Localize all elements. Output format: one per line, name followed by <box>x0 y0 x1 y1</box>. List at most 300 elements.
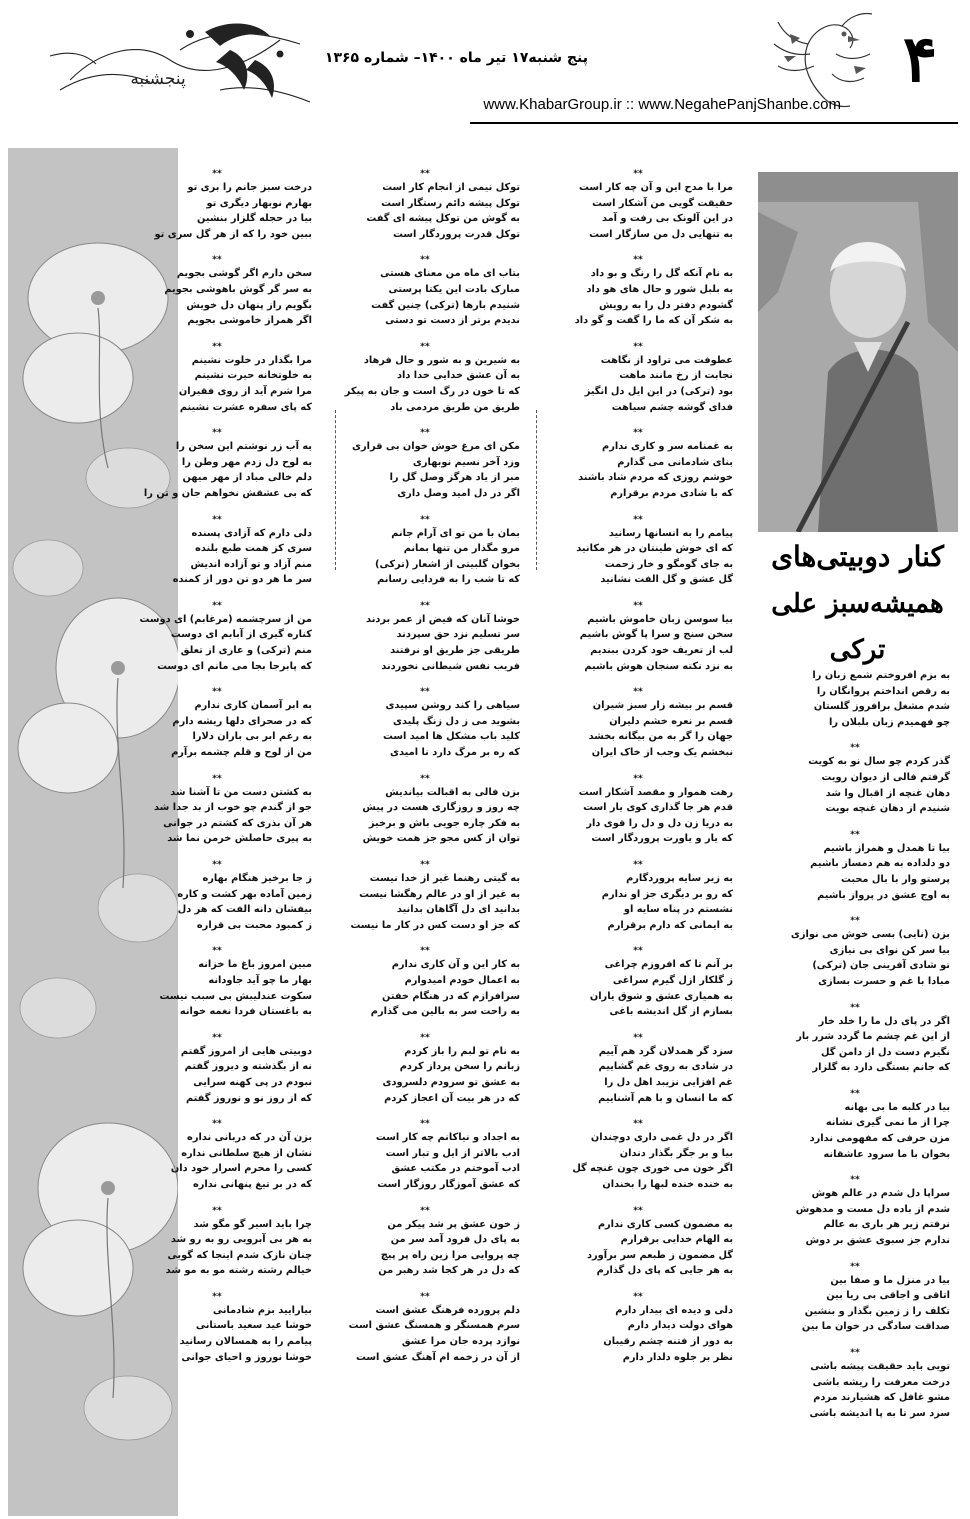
poem-line: به پیری حاصلش خرمن نما شد <box>167 833 312 845</box>
poem-line: که ره بر مرگ دارد نا امیدی <box>390 747 520 759</box>
poem-line: عطوفت می تراود از نگاهت <box>600 354 733 366</box>
poem-line: مبادا با غم و حسرت بسازی <box>818 975 950 987</box>
poem-stanza <box>330 686 520 760</box>
poem-line: پیامم را به انسانها رسانید <box>608 527 733 539</box>
poem-line: به راحت سر به بالین می گذارم <box>370 1006 520 1018</box>
poem-line: اگر همراز خاموشی بجویم <box>187 315 312 327</box>
poem-line: بتاب ای ماه من معنای هستی <box>380 268 520 280</box>
poem-line: جو از گندم چو خوب از بد جدا شد <box>154 802 312 814</box>
poem-column-3 <box>122 168 312 1377</box>
stanza-separator: ** <box>850 743 860 754</box>
poem-line: سیاهی را کند روشن سپیدی <box>385 700 520 712</box>
poem-stanza <box>760 829 950 903</box>
stanza-separator: ** <box>850 916 860 927</box>
stanza-separator: ** <box>850 1002 860 1013</box>
poem-line: سخن سنج و سرا پا گوش باشیم <box>579 629 733 641</box>
poem-line: نشستم در پناه سایه او <box>623 904 733 916</box>
poem-line: بخوان با ما سرود عاشقانه <box>823 1148 950 1160</box>
poem-line: چه پروایی مرا زین راه پر پیچ <box>380 1249 520 1261</box>
poem-line: درخت سبز جانم را بری تو <box>187 182 312 193</box>
poem-line: بهارم نوبهار دیگری تو <box>206 197 312 209</box>
poem-stanza <box>543 859 733 933</box>
article-title <box>760 533 955 665</box>
poem-stanza <box>760 1174 950 1248</box>
poem-stanza <box>330 427 520 501</box>
poem-line: که پای سفره عشرت نشینم <box>179 401 312 413</box>
stanza-separator: ** <box>633 860 643 870</box>
poem-line: گذر کردم چو سال نو به کویت <box>808 756 950 768</box>
poem-line: که ما انسان و با هم آشناییم <box>598 1092 733 1104</box>
poem-line: فدای گوشه چشم سیاهت <box>611 401 733 413</box>
poem-line: ادب بالاتر از ایل و تبار است <box>385 1147 520 1159</box>
stanza-separator: ** <box>212 514 222 525</box>
logo-subtitle: پنجشنبه <box>130 69 186 89</box>
poem-stanza <box>122 514 312 588</box>
poem-line: به زیر سایه پروردگارم <box>626 873 733 884</box>
poem-line: به خنده خنده لبها را بخندان <box>602 1178 733 1190</box>
poem-line: به نام آنکه گل را رنگ و بو داد <box>590 268 733 280</box>
poem-stanza <box>543 341 733 415</box>
poem-stanza <box>760 1088 950 1162</box>
poem-line: بیا در حجله گلزار بنشین <box>197 213 312 225</box>
masthead-rule <box>470 122 958 124</box>
poem-line: شدم از باده دل مست و مدهوش <box>795 1203 950 1215</box>
poem-line: بمان با من تو ای آرام جانم <box>391 527 520 539</box>
stanza-separator: ** <box>212 1119 222 1130</box>
poem-stanza <box>760 1002 950 1076</box>
poem-line: توکل نیمی از انجام کار است <box>382 182 520 193</box>
poem-line: که تا خون در رگ است و جان به پیکر <box>344 385 520 397</box>
poem-line: از آن در زخمه ام آهنگ عشق است <box>355 1351 520 1363</box>
poem-line: خوشم روزی که مردم شاد باشند <box>578 472 733 484</box>
poem-line: لب از تعریف خود کردن ببندیم <box>590 645 733 657</box>
poem-line: نگیرم دست دل از دامن گل <box>821 1046 950 1058</box>
poem-line: مرا با مدح این و آن چه کار است <box>579 182 733 193</box>
poem-line: دهان غنچه از اقبال وا شد <box>825 787 950 799</box>
title-line-1: کنار دوبیتی‌های <box>771 540 944 573</box>
poem-line: بزن فالی به اقبالت بیاندیش <box>385 786 520 798</box>
poem-stanza <box>543 1205 733 1279</box>
poem-column-1 <box>543 168 733 1377</box>
stanza-separator: ** <box>850 829 860 840</box>
poem-line: درخت معرفت را ریشه باشی <box>812 1376 950 1388</box>
poem-line: چو فهمیدم زبان بلبلان را <box>829 716 950 728</box>
poem-stanza <box>122 945 312 1019</box>
poem-line: نرفتم زیر هر باری به عالم <box>823 1219 950 1231</box>
poem-line: بود (ترکی) در این ایل دل انگیز <box>584 385 733 397</box>
poem-line: ببین خود را که از هر گل سری تو <box>154 228 312 240</box>
poem-line: ز جا برخیز هنگام بهاره <box>202 873 312 884</box>
poem-line: گشودم دفتر دل را به رویش <box>598 299 733 311</box>
poem-stanza <box>543 600 733 674</box>
poem-line: کناره گیری از آبابم ای دوست <box>170 629 312 641</box>
poem-stanza <box>330 945 520 1019</box>
poem-stanza <box>122 427 312 501</box>
poem-line: شنیدم بارها (ترکی) چنین گفت <box>371 299 520 311</box>
poem-line: چرا از ما نمی گیری نشانه <box>825 1117 950 1129</box>
poem-line: به فکر چاره جویی باش و برخیز <box>368 817 520 829</box>
poem-line: ادب آموختم در مکتب عشق <box>391 1163 520 1175</box>
poem-stanza <box>330 859 520 933</box>
poem-line: حقیقت گویی من آشکار است <box>592 197 733 209</box>
poem-line: سر ما هر دو تن دور از کمنده <box>172 574 312 586</box>
poem-line: به گوش من توکل پیشه ای گفت <box>366 213 520 225</box>
poem-stanza <box>760 1347 950 1421</box>
poem-line: به ایمانی که دارم برقرارم <box>607 919 733 931</box>
stanza-separator: ** <box>420 1032 430 1043</box>
poem-stanza <box>122 600 312 674</box>
poem-line: مرا شرم آید از روی فقیران <box>178 385 312 397</box>
stanza-separator: ** <box>420 255 430 266</box>
stanza-separator: ** <box>633 169 643 179</box>
poem-line: نوازد پرده جان مرا عشق <box>401 1336 520 1348</box>
poem-line: سر تسلیم نزد حق سپردند <box>396 629 520 641</box>
poem-line: گل مضمون ز طبعم سر برآورد <box>587 1249 733 1261</box>
stanza-separator: ** <box>633 514 643 525</box>
poem-stanza <box>543 686 733 760</box>
poem-line: سزد سر تا به پا اندیشه باشی <box>809 1407 950 1419</box>
poem-line: به غمنامه سر و کاری ندارم <box>602 441 733 453</box>
poem-line: فریب نفس شیطانی نخوردند <box>381 660 520 672</box>
poem-line: نبودم در پی کهنه سرایی <box>193 1076 312 1088</box>
poem-stanza <box>122 859 312 933</box>
poem-line: نبخشم یک وجب از خاک ایران <box>591 747 733 759</box>
poem-line: غم افزایی نزیبد اهل دل را <box>604 1076 733 1088</box>
poem-line: بزن آن در که دربانی نداره <box>187 1132 312 1144</box>
poem-line: بیا تا همدل و همراز باشیم <box>823 842 950 854</box>
poem-line: به باغستان فردا نغمه خوانه <box>179 1006 312 1018</box>
poem-stanza <box>330 773 520 847</box>
stanza-separator: ** <box>212 1032 222 1043</box>
poem-line: به دریا زن دل و دل را قوی دار <box>586 817 733 829</box>
stanza-separator: ** <box>633 428 643 439</box>
poem-line: مبین امروز باغ ما خزانه <box>198 959 312 971</box>
poem-line: نظر بر جلوه دلدار دارم <box>622 1351 733 1363</box>
poem-line: مشو غافل که هشیارند مردم <box>813 1392 950 1404</box>
website-urls[interactable]: www.KhabarGroup.ir :: www.NegahePanjShanbe.com <box>483 96 841 113</box>
poem-stanza <box>122 1205 312 1279</box>
poem-line: به پای دل فرود آمد سر من <box>390 1234 520 1246</box>
poem-line: دلم پرورده فرهنگ عشق است <box>375 1304 520 1316</box>
poem-line: به هر جایی که پای دل گذارم <box>596 1265 733 1277</box>
poem-line: سراپا دل شدم در عالم هوش <box>811 1188 950 1200</box>
stanza-separator: ** <box>420 514 430 525</box>
poem-stanza <box>543 168 733 242</box>
poem-line: هوای دولت دیدار دارم <box>627 1320 733 1332</box>
stanza-separator: ** <box>420 341 430 352</box>
stanza-separator: ** <box>420 428 430 439</box>
page-number: ۴ <box>902 22 938 97</box>
poem-stanza <box>122 341 312 415</box>
poem-line: که دل در هر کجا شد رهبر من <box>378 1265 520 1277</box>
poem-line: به شکر آن که ما را گفت و گو داد <box>574 315 733 327</box>
poem-line: ندیدم برتر از دست تو دستی <box>385 315 520 327</box>
stanza-separator: ** <box>850 1175 860 1186</box>
stanza-separator: ** <box>420 169 430 179</box>
poem-line: ز کمبود محبت بی قراره <box>196 919 312 931</box>
poem-line: رهت هموار و مقصد آشکار است <box>578 786 733 798</box>
masthead <box>0 0 970 150</box>
poem-line: من از لوح و قلم چشمه برآرم <box>171 747 312 759</box>
poem-line: به دور از فتنه چشم رقیبان <box>603 1336 733 1348</box>
poem-line: به الهام خدایی برقرارم <box>620 1234 733 1246</box>
poem-line: به عشق تو سرودم دلسرودی <box>382 1076 520 1088</box>
stanza-separator: ** <box>633 341 643 352</box>
poem-line: که جانم بستگی دارد به گلزار <box>812 1062 950 1074</box>
stanza-separator: ** <box>420 860 430 870</box>
poem-line: به اعمال خودم امیدوارم <box>404 974 520 986</box>
poem-line: دلی دارم که آزادی پسنده <box>191 527 312 539</box>
poem-line: که عشق آموزگار روزگار است <box>377 1178 520 1190</box>
poem-line: وزد آخر نسیم نوبهاری <box>412 456 520 468</box>
poem-line: قسم بر بیشه زار سبز شیران <box>592 700 733 712</box>
poem-line: نجابت از رخ مانند ماهت <box>619 370 733 382</box>
poem-line: که جز او دست کس در کار ما نیست <box>350 919 520 931</box>
poem-line: توکل قدرت پروردگار است <box>393 228 520 240</box>
poem-line: ز خون عشق پر شد پیکر من <box>387 1218 520 1230</box>
poem-line: که ای خوش طینتان در هر مکانید <box>576 543 733 555</box>
poem-line: طریق من طریق مردمی باد <box>390 401 520 413</box>
poem-line: بزن (نایی) بسی خوش می نوازی <box>790 929 950 941</box>
stanza-separator: ** <box>633 687 643 698</box>
poem-line: سرم همسنگر و همسنگ عشق است <box>348 1320 520 1332</box>
stanza-separator: ** <box>420 600 430 611</box>
poem-line: مبارک بادت این یکتا پرستی <box>388 283 520 295</box>
poem-line: پیامم را به همسالان رسانید <box>179 1336 312 1348</box>
stanza-separator: ** <box>212 169 222 179</box>
poem-line: به گیتی رهنما غیر از خدا نیست <box>369 873 520 884</box>
poem-line: خوشا عید سعید باستانی <box>195 1320 312 1332</box>
poem-line: که رو بر دیگری جز او ندارم <box>601 888 733 900</box>
stanza-separator: ** <box>633 255 643 266</box>
poem-line: پرستو وار با بال محبت <box>841 873 950 885</box>
poem-line: اگر در دل غمی داری دوچندان <box>590 1132 733 1144</box>
stanza-separator: ** <box>212 946 222 957</box>
poem-stanza <box>330 1032 520 1106</box>
poem-line: بشوید می ز دل زنگ پلیدی <box>393 715 520 727</box>
stanza-separator: ** <box>212 428 222 439</box>
poem-stanza <box>122 1032 312 1106</box>
poem-stanza <box>122 168 312 242</box>
poem-line: از این غم چشم ما گردد شرر بار <box>796 1031 950 1043</box>
stanza-separator: ** <box>850 1261 860 1272</box>
poem-stanza <box>330 1291 520 1365</box>
stanza-separator: ** <box>633 1119 643 1130</box>
poem-line: خیالم رشته رشته مو به مو شد <box>165 1265 312 1277</box>
poem-line: توان از کس مجو جز همت خویش <box>362 833 520 845</box>
stanza-separator: ** <box>212 687 222 698</box>
poem-line: بیا سوسن زبان خاموش باشیم <box>587 613 733 625</box>
poem-line: در شادی به روی غم گشاییم <box>598 1061 733 1073</box>
poem-line: ندارم جز سبوی عشق بر دوش <box>805 1235 950 1247</box>
poem-column-2 <box>330 168 520 1377</box>
poem-line: دلی و دیده ای بیدار دارم <box>615 1304 733 1316</box>
poem-line: بسازم از گل اندیشه باغی <box>609 1006 733 1018</box>
poem-stanza <box>760 668 950 730</box>
poem-line: مرو مگذار من تنها بمانم <box>403 543 520 555</box>
poem-line: نشان از هیچ سلطانی نداره <box>181 1147 312 1159</box>
poem-line: توکل پیشه دائم رستگار است <box>381 197 520 209</box>
poem-stanza <box>543 1118 733 1192</box>
poem-line: بیا در منزل ما و صفا بین <box>830 1274 950 1286</box>
poem-stanza <box>543 1032 733 1106</box>
stanza-separator: ** <box>212 773 222 784</box>
poem-line: سری کز همت طبع بلنده <box>195 543 312 555</box>
poem-line: به ابر آسمان کاری ندارم <box>194 700 312 712</box>
poem-line: چنان نازک شدم اینجا که گویی <box>167 1249 312 1261</box>
poem-line: که در هر بیت آن اعجاز کردم <box>384 1092 520 1104</box>
poem-line: به خلوتخانه حیرت نشینم <box>194 370 312 382</box>
poem-stanza <box>330 514 520 588</box>
poem-line: بگویم راز پنهان دل خویش <box>186 299 312 311</box>
stanza-separator: ** <box>420 946 430 957</box>
poem-line: منم (ترکی) و عاری از تعلق <box>180 645 312 657</box>
title-line-2: همیشه‌سبز علی ترکی <box>771 589 944 665</box>
poem-stanza <box>330 254 520 328</box>
poem-line: بیا سر کن نوای بی نیازی <box>829 944 950 956</box>
poem-line: به تنهایی دل من سازگار است <box>589 228 733 240</box>
stanza-separator: ** <box>633 600 643 611</box>
poem-line: اگر در دل امید وصل داری <box>397 487 520 499</box>
poem-stanza <box>122 773 312 847</box>
poem-line: که در بر تیغ پنهانی نداره <box>192 1178 312 1190</box>
poem-line: به نزد نکته سنجان هوش باشیم <box>584 660 733 672</box>
stanza-separator: ** <box>420 1205 430 1216</box>
stanza-separator: ** <box>633 1291 643 1302</box>
stanza-separator: ** <box>212 341 222 352</box>
poem-stanza <box>330 341 520 415</box>
poem-line: که تا شب را به فردایی رسانم <box>377 574 520 586</box>
poem-line: تکلف را ز زمین بگذار و بنشین <box>804 1305 950 1317</box>
intro-poem-column <box>760 668 950 1433</box>
poem-line: که بی عشقش نخواهم جان و تن را <box>143 487 312 499</box>
poem-line: بیفشان دانه الفت که هر دل <box>177 904 312 916</box>
poem-line: زبانم را سخن پرداز کردم <box>399 1061 520 1073</box>
poem-stanza <box>330 1205 520 1279</box>
poem-line: گرفتم فالی از دیوان رویت <box>821 771 950 783</box>
stanza-separator: ** <box>633 1205 643 1216</box>
poem-stanza <box>330 1118 520 1192</box>
poem-line: مرا بگذار در خلوت نشینم <box>191 354 312 366</box>
poem-line: بر آنم تا که افروزم چراغی <box>604 959 733 971</box>
stanza-separator: ** <box>212 1205 222 1216</box>
poem-line: طریقی جز طریق او نرفتند <box>390 645 520 657</box>
poem-line: به کار این و آن کاری ندارم <box>391 959 520 971</box>
poem-line: به مضمون کسی کاری ندارم <box>597 1218 733 1230</box>
poem-line: به نام تو لبم را باز کردم <box>404 1045 520 1057</box>
poem-line: زمین آماده بهر کشت و کاره <box>177 888 312 900</box>
stanza-separator: ** <box>633 773 643 784</box>
stanza-separator: ** <box>212 600 222 611</box>
stanza-separator: ** <box>212 860 222 870</box>
poem-stanza <box>330 168 520 242</box>
poem-line: نه از بگذشته و دیروز گفتم <box>184 1061 312 1073</box>
poem-line: به اجداد و نیاکانم چه کار است <box>375 1132 520 1144</box>
poem-line: کسی را محرم اسرار خود دان <box>170 1163 312 1175</box>
poem-line: به شیرین و به شور و حال فرهاد <box>363 354 520 366</box>
poem-line: کلید باب مشکل ها امید است <box>382 731 520 743</box>
stanza-separator: ** <box>420 773 430 784</box>
poem-line: دوبیتی هایی از امروز گفتم <box>180 1045 312 1057</box>
poem-line: تو شادی آفرینی جان (ترکی) <box>812 960 950 972</box>
stanza-separator: ** <box>420 1119 430 1130</box>
poem-line: قدم هر جا گذاری کوی یار است <box>583 802 733 814</box>
poem-line: صداقت سادگی در خوان ما بین <box>801 1321 950 1333</box>
poem-line: بدانید ای دل آگاهان بدانید <box>396 904 520 916</box>
poem-line: گل عشق و گل الفت نشانید <box>600 574 733 586</box>
poem-line: سرافرازم که در هنگام خفتن <box>382 990 520 1002</box>
poem-line: به کشتن دست من تا آشنا شد <box>170 786 312 798</box>
poem-line: هر آن بذری که کشتم در جوانی <box>163 817 312 829</box>
poem-stanza <box>122 1118 312 1192</box>
poem-stanza <box>760 742 950 816</box>
poem-stanza <box>122 254 312 328</box>
poem-stanza <box>122 1291 312 1365</box>
poem-stanza <box>543 514 733 588</box>
poem-line: دو دلداده به هم دمساز باشیم <box>810 858 950 870</box>
poem-line: خوشا نوروز و احیای جوانی <box>181 1351 312 1363</box>
poem-line: چه روز و روزگاری هست در پیش <box>362 802 520 814</box>
newspaper-logo <box>30 10 320 120</box>
poem-line: اگر خون می خوری چون غنچه گل <box>572 1163 733 1175</box>
poem-line: که در صحرای دلها ریشه دارم <box>172 715 312 727</box>
stanza-separator: ** <box>420 687 430 698</box>
poem-line: به هر بی آبرویی رو به رو شد <box>170 1234 312 1246</box>
poem-stanza <box>543 254 733 328</box>
poem-stanza <box>543 945 733 1019</box>
stanza-separator: ** <box>633 1032 643 1043</box>
column-divider <box>536 410 538 570</box>
poem-line: جهان را گر به من بیگانه بخشد <box>588 731 733 743</box>
poem-line: اتاقی و اجاقی بی ریا بین <box>826 1290 950 1302</box>
poem-line: من از سرچشمه (مرغابم) ای دوست <box>139 613 312 625</box>
poem-line: بنای شادمانی می گذارم <box>617 456 733 468</box>
poem-line: به همیاری عشق و شوق یاران <box>589 990 733 1002</box>
poem-line: سخن دارم اگر گوشی بجویم <box>176 268 312 280</box>
poem-stanza <box>543 1291 733 1365</box>
poem-stanza <box>330 600 520 674</box>
poem-line: تویی باید حقیقت پیشه باشی <box>810 1361 950 1372</box>
poem-stanza <box>543 773 733 847</box>
poem-line: به رغم ابر بی باران دلارا <box>192 731 312 743</box>
poem-stanza <box>760 1261 950 1335</box>
poem-line: بیا در کلبه ما بی بهانه <box>844 1101 950 1113</box>
poem-line: به جای گومگو و خار زحمت <box>604 558 733 570</box>
poem-line: به بزم افروختم شمع زبان را <box>812 670 950 681</box>
poem-line: که یار و یاورت پروردگار است <box>591 833 733 845</box>
poem-line: به غیر از او در عالم رهگشا نیست <box>359 888 520 900</box>
poem-line: قسم بر نعره خشم دلیران <box>609 715 733 727</box>
poem-line: به رقص انداختم پروانگان را <box>816 685 950 697</box>
poem-line: سزد گر همدلان گرد هم آییم <box>598 1045 733 1057</box>
poem-line: بخوان گلبیتی از اشعار (ترکی) <box>374 558 520 570</box>
poem-line: به بلبل شور و حال های هو داد <box>586 283 733 295</box>
poem-line: در این آلونک بی رفت و آمد <box>601 213 733 225</box>
stanza-separator: ** <box>212 1291 222 1302</box>
poem-line: شنیدم از دهان غنچه بویت <box>825 803 950 815</box>
poem-line: که با شادی مردم برقرارم <box>610 487 733 499</box>
poem-line: مکن ای مرغ خوش خوان بی قراری <box>352 441 520 453</box>
poem-line: چرا باید اسیر گو مگو شد <box>193 1218 312 1230</box>
stanza-separator: ** <box>633 946 643 957</box>
poem-line: به آن عشق خدایی خدا داد <box>396 370 520 382</box>
poem-line: اگر در پای دل ما را خلد خار <box>818 1015 950 1027</box>
poem-line: که پابرجا بجا می مانم ای دوست <box>157 660 312 672</box>
poem-line: که از روز نو و نوروز گفتم <box>185 1092 312 1104</box>
poem-line: بهار ما چو آید جاودانه <box>208 974 312 986</box>
poem-line: بیارایید بزم شادمانی <box>212 1304 312 1316</box>
poem-line: به سر گر گوش باهوشی بجویم <box>164 283 312 295</box>
